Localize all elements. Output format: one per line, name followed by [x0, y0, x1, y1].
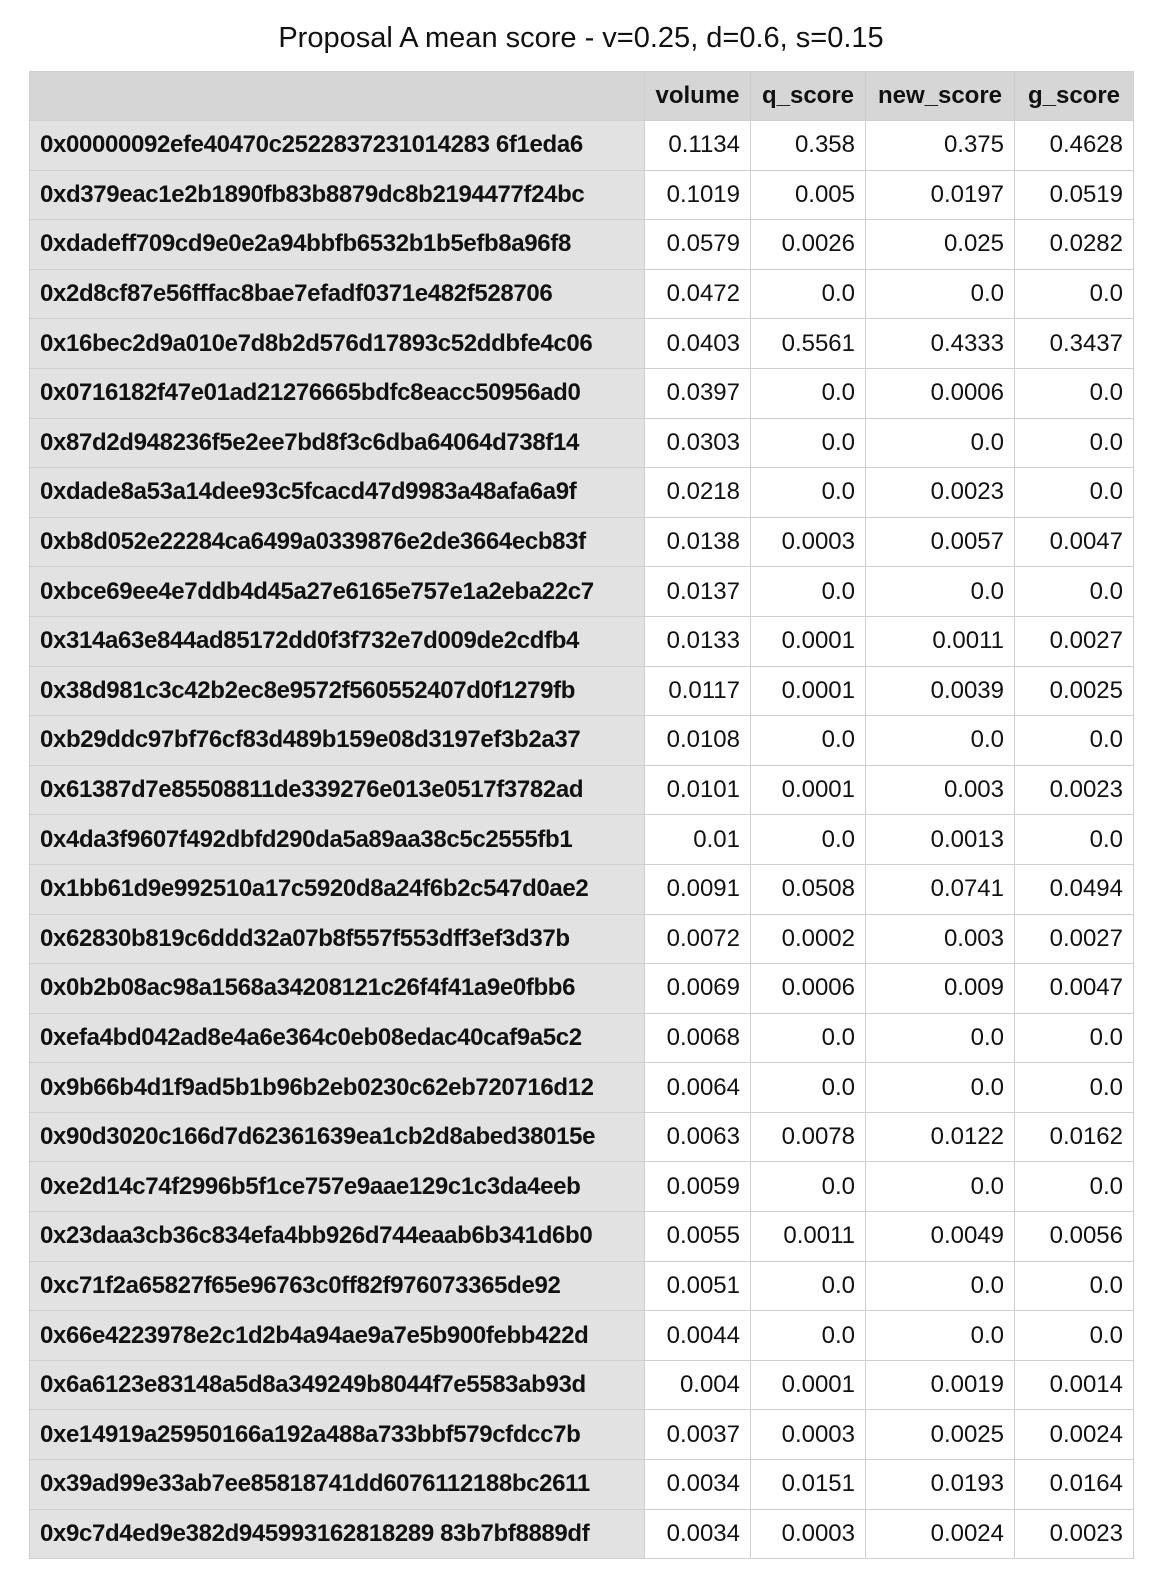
- g-score-cell: 0.0: [1015, 368, 1134, 418]
- column-header-index: [30, 72, 645, 121]
- address-cell: 0xc71f2a65827f65e96763c0ff82f976073365de92: [30, 1261, 645, 1311]
- volume-cell: 0.0037: [645, 1410, 751, 1460]
- new-score-cell: 0.0: [866, 1013, 1015, 1063]
- address-cell: 0x16bec2d9a010e7d8b2d576d17893c52ddbfe4c06: [30, 319, 645, 369]
- q-score-cell: 0.0001: [751, 1360, 866, 1410]
- column-header-volume: volume: [645, 72, 751, 121]
- q-score-cell: 0.0003: [751, 1509, 866, 1559]
- volume-cell: 0.0218: [645, 468, 751, 518]
- q-score-cell: 0.0: [751, 269, 866, 319]
- address-cell: 0x2d8cf87e56fffac8bae7efadf0371e482f528706: [30, 269, 645, 319]
- address-cell: 0xd379eac1e2b1890fb83b8879dc8b2194477f24bc: [30, 170, 645, 220]
- q-score-cell: 0.0001: [751, 616, 866, 666]
- table-row: [30, 1112, 1134, 1162]
- address-cell: 0x39ad99e33ab7ee85818741dd6076112188bc2611: [30, 1460, 645, 1510]
- volume-cell: 0.0034: [645, 1460, 751, 1510]
- table-row: [30, 914, 1134, 964]
- new-score-cell: 0.0197: [866, 170, 1015, 220]
- new-score-cell: 0.0741: [866, 864, 1015, 914]
- g-score-cell: 0.0027: [1015, 616, 1134, 666]
- table-row: [30, 765, 1134, 815]
- q-score-cell: 0.0151: [751, 1460, 866, 1510]
- table-row: [30, 815, 1134, 865]
- table-row: [30, 716, 1134, 766]
- address-cell: 0x9c7d4ed9e382d945993162818289 83b7bf8889df: [30, 1509, 645, 1559]
- q-score-cell: 0.0003: [751, 1410, 866, 1460]
- table-row: [30, 666, 1134, 716]
- g-score-cell: 0.0024: [1015, 1410, 1134, 1460]
- q-score-cell: 0.0: [751, 1311, 866, 1361]
- score-table: [29, 71, 1134, 1559]
- g-score-cell: 0.0162: [1015, 1112, 1134, 1162]
- g-score-cell: 0.0: [1015, 716, 1134, 766]
- q-score-cell: 0.358: [751, 121, 866, 171]
- table-row: [30, 220, 1134, 270]
- volume-cell: 0.0063: [645, 1112, 751, 1162]
- g-score-cell: 0.0: [1015, 1311, 1134, 1361]
- table-row: [30, 1162, 1134, 1212]
- q-score-cell: 0.0: [751, 1162, 866, 1212]
- table-row: [30, 1261, 1134, 1311]
- column-header-new-score: new_score: [866, 72, 1015, 121]
- volume-cell: 0.0059: [645, 1162, 751, 1212]
- volume-cell: 0.0472: [645, 269, 751, 319]
- new-score-cell: 0.0: [866, 716, 1015, 766]
- q-score-cell: 0.0: [751, 716, 866, 766]
- volume-cell: 0.0091: [645, 864, 751, 914]
- new-score-cell: 0.0049: [866, 1212, 1015, 1262]
- volume-cell: 0.0579: [645, 220, 751, 270]
- g-score-cell: 0.0: [1015, 418, 1134, 468]
- new-score-cell: 0.0: [866, 567, 1015, 617]
- new-score-cell: 0.003: [866, 765, 1015, 815]
- volume-cell: 0.0044: [645, 1311, 751, 1361]
- volume-cell: 0.1019: [645, 170, 751, 220]
- q-score-cell: 0.0: [751, 815, 866, 865]
- q-score-cell: 0.5561: [751, 319, 866, 369]
- volume-cell: 0.0137: [645, 567, 751, 617]
- address-cell: 0xbce69ee4e7ddb4d45a27e6165e757e1a2eba22c7: [30, 567, 645, 617]
- q-score-cell: 0.0: [751, 418, 866, 468]
- g-score-cell: 0.0025: [1015, 666, 1134, 716]
- address-cell: 0x0b2b08ac98a1568a34208121c26f4f41a9e0fbb6: [30, 964, 645, 1014]
- volume-cell: 0.1134: [645, 121, 751, 171]
- address-cell: 0x314a63e844ad85172dd0f3f732e7d009de2cdfb4: [30, 616, 645, 666]
- table-row: [30, 121, 1134, 171]
- volume-cell: 0.0055: [645, 1212, 751, 1262]
- volume-cell: 0.0064: [645, 1063, 751, 1113]
- g-score-cell: 0.0: [1015, 1162, 1134, 1212]
- g-score-cell: 0.4628: [1015, 121, 1134, 171]
- new-score-cell: 0.0023: [866, 468, 1015, 518]
- new-score-cell: 0.0006: [866, 368, 1015, 418]
- address-cell: 0x38d981c3c42b2ec8e9572f560552407d0f1279fb: [30, 666, 645, 716]
- column-header-q-score: q_score: [751, 72, 866, 121]
- q-score-cell: 0.0078: [751, 1112, 866, 1162]
- g-score-cell: 0.0056: [1015, 1212, 1134, 1262]
- q-score-cell: 0.005: [751, 170, 866, 220]
- new-score-cell: 0.4333: [866, 319, 1015, 369]
- q-score-cell: 0.0: [751, 468, 866, 518]
- new-score-cell: 0.0024: [866, 1509, 1015, 1559]
- volume-cell: 0.0101: [645, 765, 751, 815]
- g-score-cell: 0.0519: [1015, 170, 1134, 220]
- g-score-cell: 0.0047: [1015, 517, 1134, 567]
- q-score-cell: 0.0508: [751, 864, 866, 914]
- volume-cell: 0.0397: [645, 368, 751, 418]
- new-score-cell: 0.0: [866, 1162, 1015, 1212]
- volume-cell: 0.0051: [645, 1261, 751, 1311]
- g-score-cell: 0.0023: [1015, 765, 1134, 815]
- g-score-cell: 0.0: [1015, 269, 1134, 319]
- volume-cell: 0.0072: [645, 914, 751, 964]
- address-cell: 0x1bb61d9e992510a17c5920d8a24f6b2c547d0ae2: [30, 864, 645, 914]
- table-row: [30, 1360, 1134, 1410]
- volume-cell: 0.0069: [645, 964, 751, 1014]
- address-cell: 0xdade8a53a14dee93c5fcacd47d9983a48afa6a9f: [30, 468, 645, 518]
- new-score-cell: 0.0: [866, 1063, 1015, 1113]
- table-row: [30, 1410, 1134, 1460]
- table-row: [30, 1013, 1134, 1063]
- new-score-cell: 0.0057: [866, 517, 1015, 567]
- address-cell: 0x6a6123e83148a5d8a349249b8044f7e5583ab93d: [30, 1360, 645, 1410]
- g-score-cell: 0.0282: [1015, 220, 1134, 270]
- address-cell: 0xefa4bd042ad8e4a6e364c0eb08edac40caf9a5c2: [30, 1013, 645, 1063]
- g-score-cell: 0.0: [1015, 815, 1134, 865]
- table-row: [30, 418, 1134, 468]
- volume-cell: 0.004: [645, 1360, 751, 1410]
- q-score-cell: 0.0: [751, 1063, 866, 1113]
- new-score-cell: 0.375: [866, 121, 1015, 171]
- table-row: [30, 368, 1134, 418]
- g-score-cell: 0.3437: [1015, 319, 1134, 369]
- address-cell: 0xb8d052e22284ca6499a0339876e2de3664ecb83f: [30, 517, 645, 567]
- table-row: [30, 517, 1134, 567]
- table-body: [30, 121, 1134, 1559]
- address-cell: 0xe2d14c74f2996b5f1ce757e9aae129c1c3da4eeb: [30, 1162, 645, 1212]
- new-score-cell: 0.0013: [866, 815, 1015, 865]
- table-row: [30, 616, 1134, 666]
- q-score-cell: 0.0: [751, 567, 866, 617]
- address-cell: 0x66e4223978e2c1d2b4a94ae9a7e5b900febb422d: [30, 1311, 645, 1361]
- table-row: [30, 468, 1134, 518]
- volume-cell: 0.0403: [645, 319, 751, 369]
- volume-cell: 0.0034: [645, 1509, 751, 1559]
- table-row: [30, 567, 1134, 617]
- new-score-cell: 0.0: [866, 269, 1015, 319]
- new-score-cell: 0.0: [866, 418, 1015, 468]
- g-score-cell: 0.0023: [1015, 1509, 1134, 1559]
- table-row: [30, 1509, 1134, 1559]
- table-row: [30, 319, 1134, 369]
- volume-cell: 0.0133: [645, 616, 751, 666]
- g-score-cell: 0.0: [1015, 567, 1134, 617]
- new-score-cell: 0.0011: [866, 616, 1015, 666]
- new-score-cell: 0.0122: [866, 1112, 1015, 1162]
- new-score-cell: 0.0039: [866, 666, 1015, 716]
- table-row: [30, 1311, 1134, 1361]
- g-score-cell: 0.0014: [1015, 1360, 1134, 1410]
- address-cell: 0xb29ddc97bf76cf83d489b159e08d3197ef3b2a37: [30, 716, 645, 766]
- g-score-cell: 0.0164: [1015, 1460, 1134, 1510]
- new-score-cell: 0.0025: [866, 1410, 1015, 1460]
- q-score-cell: 0.0026: [751, 220, 866, 270]
- table-row: [30, 1460, 1134, 1510]
- address-cell: 0x87d2d948236f5e2ee7bd8f3c6dba64064d738f14: [30, 418, 645, 468]
- q-score-cell: 0.0003: [751, 517, 866, 567]
- table-row: [30, 864, 1134, 914]
- header-row: [30, 72, 1134, 121]
- volume-cell: 0.0068: [645, 1013, 751, 1063]
- q-score-cell: 0.0: [751, 368, 866, 418]
- address-cell: 0x0716182f47e01ad21276665bdfc8eacc50956ad0: [30, 368, 645, 418]
- address-cell: 0xe14919a25950166a192a488a733bbf579cfdcc7b: [30, 1410, 645, 1460]
- address-cell: 0x23daa3cb36c834efa4bb926d744eaab6b341d6b0: [30, 1212, 645, 1262]
- table-title: Proposal A mean score - v=0.25, d=0.6, s=0.15: [278, 22, 884, 54]
- q-score-cell: 0.0001: [751, 666, 866, 716]
- new-score-cell: 0.0: [866, 1311, 1015, 1361]
- volume-cell: 0.0138: [645, 517, 751, 567]
- q-score-cell: 0.0011: [751, 1212, 866, 1262]
- g-score-cell: 0.0: [1015, 1013, 1134, 1063]
- table-row: [30, 1063, 1134, 1113]
- new-score-cell: 0.0019: [866, 1360, 1015, 1410]
- volume-cell: 0.0108: [645, 716, 751, 766]
- new-score-cell: 0.003: [866, 914, 1015, 964]
- g-score-cell: 0.0: [1015, 1261, 1134, 1311]
- address-cell: 0x62830b819c6ddd32a07b8f557f553dff3ef3d37b: [30, 914, 645, 964]
- column-header-g-score: g_score: [1015, 72, 1134, 121]
- volume-cell: 0.0303: [645, 418, 751, 468]
- table-row: [30, 1212, 1134, 1262]
- new-score-cell: 0.0: [866, 1261, 1015, 1311]
- q-score-cell: 0.0006: [751, 964, 866, 1014]
- address-cell: 0x61387d7e85508811de339276e013e0517f3782ad: [30, 765, 645, 815]
- table-row: [30, 269, 1134, 319]
- g-score-cell: 0.0027: [1015, 914, 1134, 964]
- volume-cell: 0.01: [645, 815, 751, 865]
- g-score-cell: 0.0: [1015, 1063, 1134, 1113]
- q-score-cell: 0.0: [751, 1261, 866, 1311]
- q-score-cell: 0.0001: [751, 765, 866, 815]
- table-row: [30, 170, 1134, 220]
- address-cell: 0x00000092efe40470c2522837231014283 6f1eda6: [30, 121, 645, 171]
- g-score-cell: 0.0: [1015, 468, 1134, 518]
- new-score-cell: 0.009: [866, 964, 1015, 1014]
- volume-cell: 0.0117: [645, 666, 751, 716]
- address-cell: 0xdadeff709cd9e0e2a94bbfb6532b1b5efb8a96f8: [30, 220, 645, 270]
- q-score-cell: 0.0: [751, 1013, 866, 1063]
- new-score-cell: 0.0193: [866, 1460, 1015, 1510]
- g-score-cell: 0.0047: [1015, 964, 1134, 1014]
- address-cell: 0x90d3020c166d7d62361639ea1cb2d8abed38015e: [30, 1112, 645, 1162]
- address-cell: 0x9b66b4d1f9ad5b1b96b2eb0230c62eb720716d12: [30, 1063, 645, 1113]
- table-row: [30, 964, 1134, 1014]
- g-score-cell: 0.0494: [1015, 864, 1134, 914]
- new-score-cell: 0.025: [866, 220, 1015, 270]
- address-cell: 0x4da3f9607f492dbfd290da5a89aa38c5c2555fb1: [30, 815, 645, 865]
- q-score-cell: 0.0002: [751, 914, 866, 964]
